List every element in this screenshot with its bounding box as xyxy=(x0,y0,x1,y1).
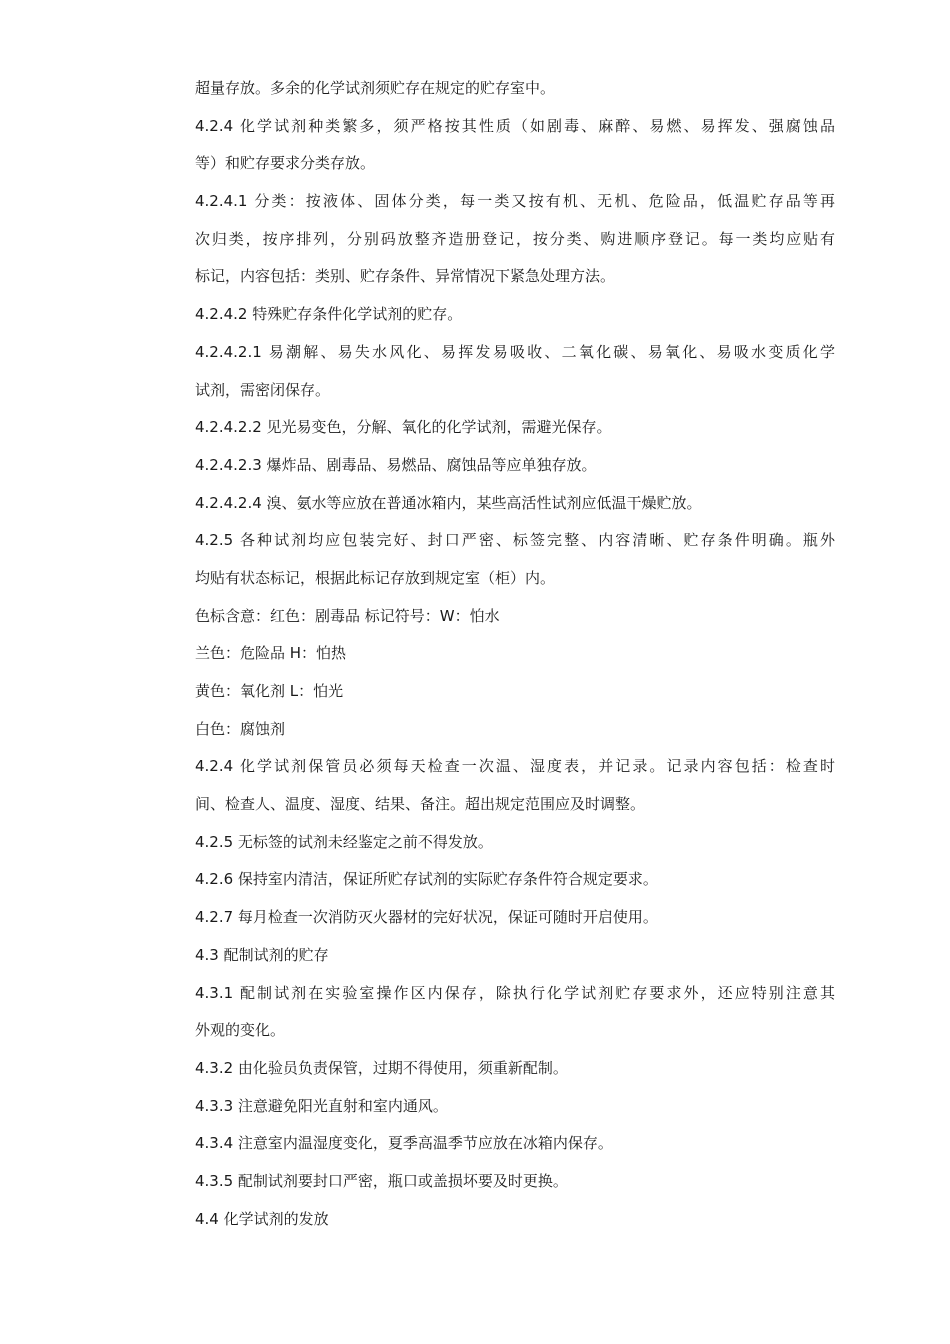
text-line: 次归类，按序排列，分别码放整齐造册登记，按分类、购进顺序登记。每一类均应贴有 xyxy=(195,229,835,248)
section-heading: 4.2.4.2 特殊贮存条件化学试剂的贮存。 xyxy=(195,305,463,324)
text-line: 4.3.3 注意避免阳光直射和室内通风。 xyxy=(195,1096,448,1115)
text-line: 间、检查人、温度、湿度、结果、备注。超出规定范围应及时调整。 xyxy=(195,795,646,814)
color-legend-line: 色标含意：红色：剧毒品 标记符号：W：怕水 xyxy=(195,606,500,625)
text-line: 4.2.4.1 分类：按液体、固体分类，每一类又按有机、无机、危险品，低温贮存品等再 xyxy=(195,192,835,211)
text-line: 4.2.5 无标签的试剂未经鉴定之前不得发放。 xyxy=(195,832,493,851)
text-line: 4.2.5 各种试剂均应包装完好、封口严密、标签完整、内容清晰、贮存条件明确。瓶外 xyxy=(195,531,835,550)
section-heading: 4.3 配制试剂的贮存 xyxy=(195,945,329,964)
section-heading: 4.4 化学试剂的发放 xyxy=(195,1209,329,1228)
text-line: 4.2.7 每月检查一次消防灭火器材的完好状况，保证可随时开启使用。 xyxy=(195,908,658,927)
text-line: 4.3.2 由化验员负责保管，过期不得使用，须重新配制。 xyxy=(195,1058,568,1077)
text-line: 等）和贮存要求分类存放。 xyxy=(195,154,376,173)
text-line: 外观的变化。 xyxy=(195,1021,286,1040)
text-line: 4.2.4.2.4 溴、氨水等应放在普通冰箱内，某些高活性试剂应低温干燥贮放。 xyxy=(195,493,702,512)
text-line: 4.2.6 保持室内清洁，保证所贮存试剂的实际贮存条件符合规定要求。 xyxy=(195,870,658,889)
text-line: 4.2.4.2.3 爆炸品、剧毒品、易燃品、腐蚀品等应单独存放。 xyxy=(195,455,597,474)
color-legend-line: 兰色：危险品 H：怕热 xyxy=(195,644,347,663)
text-line: 均贴有状态标记，根据此标记存放到规定室（柜）内。 xyxy=(195,568,556,587)
text-line: 4.2.4.2.1 易潮解、易失水风化、易挥发易吸收、二氧化碳、易氧化、易吸水变质化学 xyxy=(195,342,835,361)
color-legend-line: 黄色：氧化剂 L：怕光 xyxy=(195,682,344,700)
text-line: 4.2.4.2.2 见光易变色，分解、氧化的化学试剂，需避光保存。 xyxy=(195,418,612,437)
text-line: 4.2.4 化学试剂保管员必须每天检查一次温、湿度表，并记录。记录内容包括：检查时 xyxy=(195,757,835,776)
text-line: 4.2.4 化学试剂种类繁多，须严格按其性质（如剧毒、麻醉、易燃、易挥发、强腐蚀品 xyxy=(195,116,835,135)
text-line: 试剂，需密闭保存。 xyxy=(195,380,331,399)
color-legend-line: 白色：腐蚀剂 xyxy=(195,719,286,738)
text-line: 标记，内容包括：类别、贮存条件、异常情况下紧急处理方法。 xyxy=(195,267,616,286)
document-page xyxy=(195,70,835,1238)
text-line: 4.3.4 注意室内温湿度变化，夏季高温季节应放在冰箱内保存。 xyxy=(195,1134,613,1153)
text-line: 超量存放。多余的化学试剂须贮存在规定的贮存室中。 xyxy=(195,79,556,97)
text-line: 4.3.1 配制试剂在实验室操作区内保存，除执行化学试剂贮存要求外，还应特别注意其 xyxy=(195,983,835,1002)
text-line: 4.3.5 配制试剂要封口严密，瓶口或盖损坏要及时更换。 xyxy=(195,1171,568,1190)
